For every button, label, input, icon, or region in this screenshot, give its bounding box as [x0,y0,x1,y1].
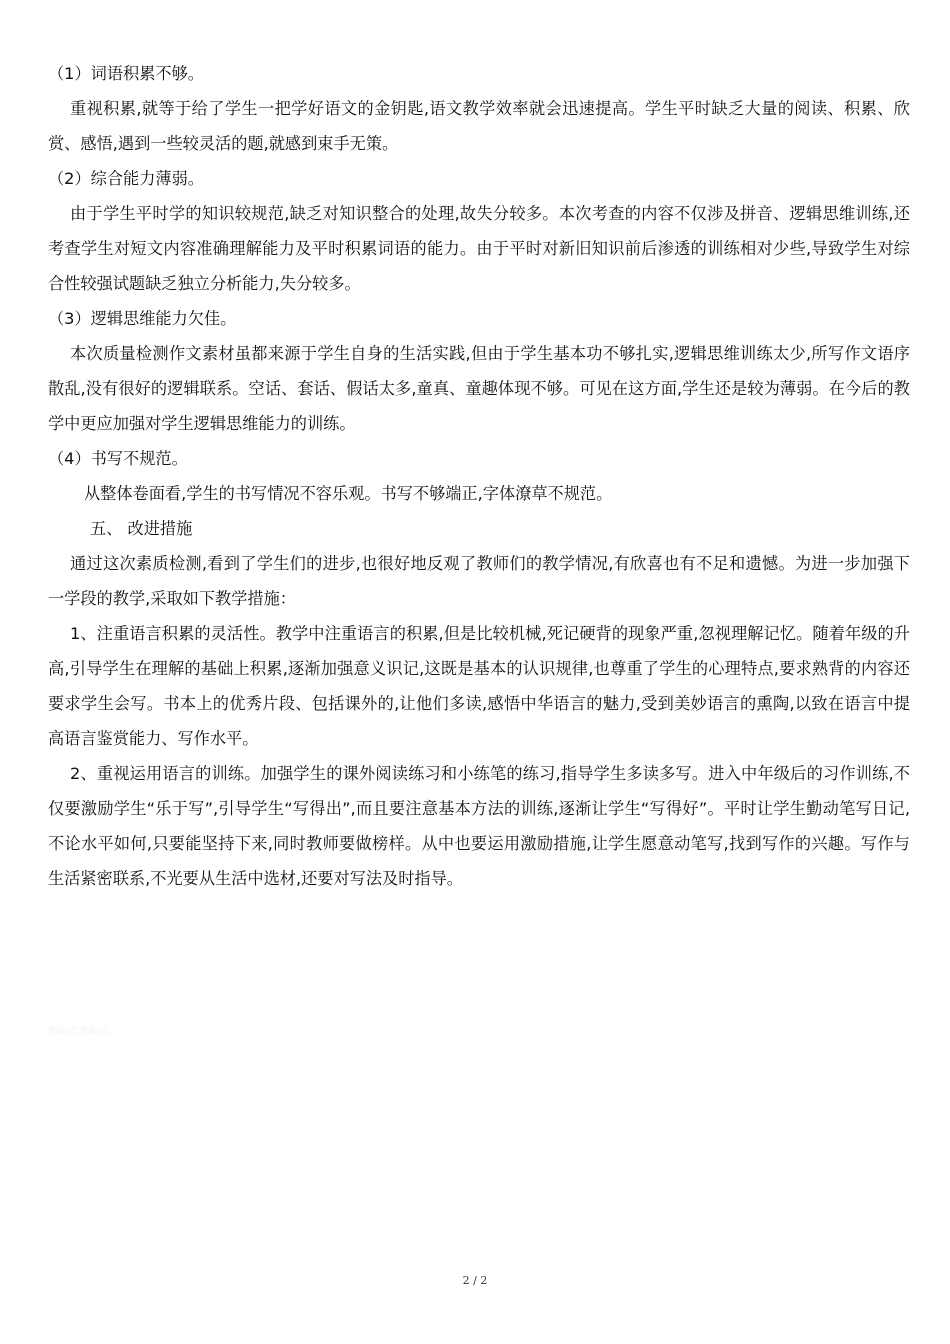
section-title-improvement: 五、 改进措施 [90,519,193,538]
subheading-logical-thinking: （3）逻辑思维能力欠佳。 [48,309,237,328]
subheading-vocabulary: （1）词语积累不够。 [48,64,204,83]
page-number: 2 / 2 [462,1274,488,1287]
watermark-text: 知识改变命运 [48,1026,108,1037]
subheading-handwriting: （4）书写不规范。 [48,449,188,468]
subheading-comprehensive-ability: （2）综合能力薄弱。 [48,169,204,188]
paragraph-improvement-intro: 通过这次素质检测,看到了学生们的进步,也很好地反观了教师们的教学情况,有欣喜也有不足和遗憾。为进一步加强下一学段的教学,采取如下教学措施： [48,554,910,608]
paragraph-measure-1: 1、注重语言积累的灵活性。教学中注重语言的积累,但是比较机械,死记硬背的现象严重,忽视理解记忆。随着年级的升高,引导学生在理解的基础上积累,逐渐加强意义识记,这既是基本的认识规律,也尊重了学生的心理特点,要求熟背的内容还要求学生会写。书本上的优秀片段、包括课外的,让他们多读,感悟中华语言的魅力,受到美妙语言的熏陶,以致在语言中提高语言鉴赏能力、写作水平。 [48,624,910,748]
paragraph-logical-thinking: 本次质量检测作文素材虽都来源于学生自身的生活实践,但由于学生基本功不够扎实,逻辑思维训练太少,所写作文语序散乱,没有很好的逻辑联系。空话、套话、假话太多,童真、童趣体现不够。可见在这方面,学生还是较为薄弱。在今后的教学中更应加强对学生逻辑思维能力的训练。 [48,344,910,433]
paragraph-measure-2: 2、重视运用语言的训练。加强学生的课外阅读练习和小练笔的练习,指导学生多读多写。进入中年级后的习作训练,不仅要激励学生“乐于写”,引导学生“写得出”,而且要注意基本方法的训练,逐渐让学生“写得好”。平时让学生勤动笔写日记,不论水平如何,只要能坚持下来,同时教师要做榜样。从中也要运用激励措施,让学生愿意动笔写,找到写作的兴趣。写作与生活紧密联系,不光要从生活中选材,还要对写法及时指导。 [48,764,910,888]
paragraph-comprehensive-ability: 由于学生平时学的知识较规范,缺乏对知识整合的处理,故失分较多。本次考查的内容不仅涉及拼音、逻辑思维训练,还考查学生对短文内容准确理解能力及平时积累词语的能力。由于平时对新旧知识前后渗透的训练相对少些,导致学生对综合性较强试题缺乏独立分析能力,失分较多。 [48,204,910,293]
paragraph-vocabulary: 重视积累,就等于给了学生一把学好语文的金钥匙,语文教学效率就会迅速提高。学生平时缺乏大量的阅读、积累、欣赏、感悟,遇到一些较灵活的题,就感到束手无策。 [48,99,910,153]
paragraph-handwriting: 从整体卷面看,学生的书写情况不容乐观。书写不够端正,字体潦草不规范。 [84,484,613,503]
document-body [48,56,910,896]
